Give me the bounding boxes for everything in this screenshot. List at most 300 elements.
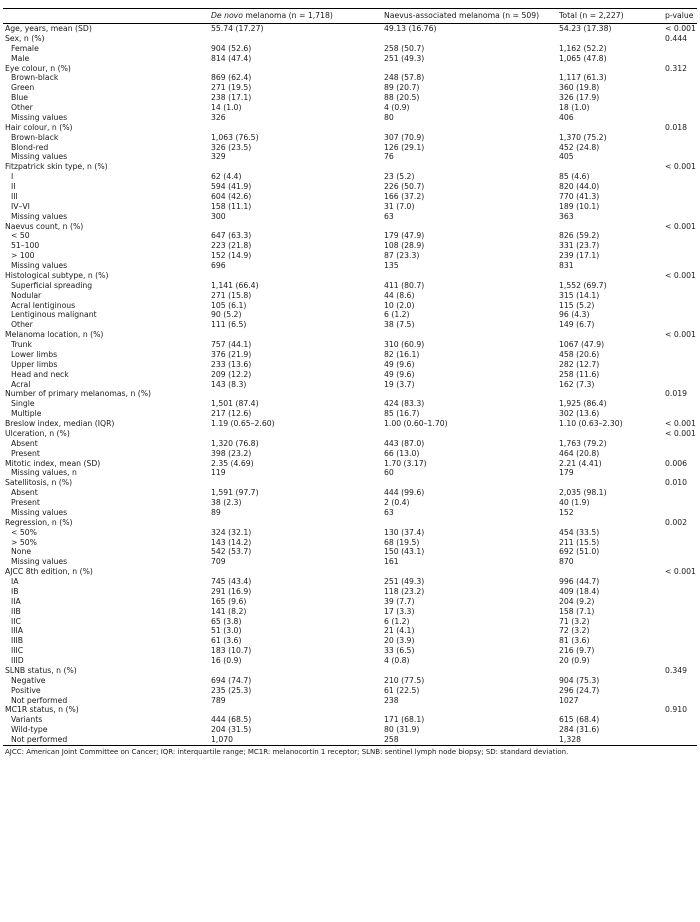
cell-total xyxy=(559,34,665,44)
row-label: Head and neck xyxy=(11,369,69,379)
cell-de-novo: 300 xyxy=(211,211,226,221)
cell-de-novo: 217 (12.6) xyxy=(211,409,252,419)
cell-de-novo xyxy=(211,271,384,281)
header-naevus-associated: Naevus-associated melanoma (n = 509) xyxy=(384,9,559,24)
table-row xyxy=(3,498,697,508)
table-footnote: AJCC: American Joint Committee on Cancer; IQR: interquartile range; MC1R: melanocortin 1 receptor; SLNB: sentinel lymph node biopsy; SD: standard deviation. xyxy=(5,747,569,756)
cell-de-novo: 271 (15.8) xyxy=(211,290,252,300)
cell-p-value: 0.018 xyxy=(665,122,688,132)
cell-p-value xyxy=(665,93,697,103)
cell-p-value xyxy=(665,607,697,617)
table-row xyxy=(3,54,697,64)
cell-p-value: < 0.001 xyxy=(665,221,696,231)
cell-naevus-associated: 80 (31.9) xyxy=(384,725,420,735)
cell-de-novo: 329 xyxy=(211,152,226,162)
table-row xyxy=(3,310,697,320)
table-row xyxy=(3,340,697,350)
cell-total xyxy=(559,666,665,676)
cell-p-value xyxy=(665,399,697,409)
table-row xyxy=(3,646,697,656)
cell-p-value xyxy=(665,310,697,320)
cell-total xyxy=(559,429,665,439)
cell-de-novo: 869 (62.4) xyxy=(211,73,252,83)
row-label: Present xyxy=(11,498,40,507)
cell-total: 458 (20.6) xyxy=(559,349,600,359)
cell-de-novo: 223 (21.8) xyxy=(211,241,252,251)
cell-p-value: < 0.001 xyxy=(665,24,696,33)
cell-total: 296 (24.7) xyxy=(559,685,600,695)
row-label: Wild-type xyxy=(11,725,48,735)
cell-p-value: 0.312 xyxy=(665,63,688,73)
cell-de-novo xyxy=(211,666,384,676)
cell-p-value xyxy=(665,192,697,202)
row-label: Blond-red xyxy=(11,142,49,152)
row-label: Acral lentiginous xyxy=(11,300,76,310)
table-row xyxy=(3,725,697,735)
cell-de-novo xyxy=(211,123,384,133)
cell-p-value: 0.910 xyxy=(665,705,688,715)
cell-naevus-associated: 108 (28.9) xyxy=(384,241,425,251)
table-row xyxy=(3,459,697,469)
table-row xyxy=(3,705,697,715)
table-row xyxy=(3,508,697,518)
cell-p-value: 0.444 xyxy=(665,33,688,43)
cell-total: 1,328 xyxy=(559,735,665,745)
cell-p-value: < 0.001 xyxy=(665,330,696,340)
table-row xyxy=(3,380,697,390)
row-label: Hair colour, n (%) xyxy=(5,122,73,132)
cell-p-value xyxy=(665,231,697,241)
table-row xyxy=(3,64,697,74)
cell-total: 406 xyxy=(559,112,574,122)
cell-total xyxy=(559,123,665,133)
table-page xyxy=(3,0,697,756)
row-label: IIIC xyxy=(11,646,24,656)
row-label: None xyxy=(11,547,32,557)
cell-total: 239 (17.1) xyxy=(559,251,600,261)
cell-total: 820 (44.0) xyxy=(559,182,600,191)
cell-total xyxy=(559,162,665,172)
cell-de-novo: 143 (8.3) xyxy=(211,379,247,389)
cell-total: 454 (33.5) xyxy=(559,527,600,537)
cell-p-value xyxy=(665,152,697,162)
cell-total: 18 (1.0) xyxy=(559,103,590,112)
cell-p-value xyxy=(665,241,697,251)
cell-naevus-associated: 238 xyxy=(384,695,399,705)
cell-naevus-associated: 251 (49.3) xyxy=(384,577,425,586)
row-label: IA xyxy=(11,577,19,586)
cell-de-novo: 204 (31.5) xyxy=(211,725,252,735)
cell-de-novo xyxy=(211,34,384,44)
row-label: Number of primary melanomas, n (%) xyxy=(5,389,152,399)
cell-naevus-associated: 4 (0.9) xyxy=(384,103,410,112)
cell-naevus-associated xyxy=(384,271,559,281)
cell-total: 1,552 (69.7) xyxy=(559,280,607,290)
cell-de-novo xyxy=(211,64,384,74)
row-label: Other xyxy=(11,320,33,330)
cell-naevus-associated: 4 (0.8) xyxy=(384,656,410,665)
table-row xyxy=(3,360,697,370)
cell-total: 152 xyxy=(559,507,574,517)
table-row xyxy=(3,538,697,548)
cell-total: 54.23 (17.38) xyxy=(559,24,612,33)
table-row xyxy=(3,488,697,498)
cell-total: 179 xyxy=(559,468,574,478)
table-row xyxy=(3,222,697,232)
cell-total xyxy=(559,271,665,281)
cell-total xyxy=(559,567,665,577)
cell-de-novo: 165 (9.6) xyxy=(211,596,247,606)
cell-p-value xyxy=(665,212,697,222)
table-row xyxy=(3,399,697,409)
cell-p-value xyxy=(665,696,697,706)
table-row xyxy=(3,656,697,666)
cell-de-novo: 233 (13.6) xyxy=(211,359,252,369)
row-label: Male xyxy=(11,53,30,63)
row-label: Mitotic index, mean (SD) xyxy=(5,458,101,468)
cell-de-novo xyxy=(211,330,384,340)
cell-total: 115 (5.2) xyxy=(559,300,595,310)
table-row xyxy=(3,567,697,577)
table-row xyxy=(3,172,697,182)
cell-de-novo: 1,070 xyxy=(211,735,384,745)
cell-de-novo: 694 (74.7) xyxy=(211,675,252,685)
row-label: Not performed xyxy=(11,695,68,705)
cell-total: 282 (12.7) xyxy=(559,359,600,369)
cell-total: 770 (41.3) xyxy=(559,191,600,201)
row-label: Missing values xyxy=(11,112,68,122)
cell-de-novo: 1.19 (0.65–2.60) xyxy=(211,419,275,428)
row-label: Missing values xyxy=(11,152,68,162)
table-row xyxy=(3,212,697,222)
cell-p-value xyxy=(665,251,697,261)
cell-p-value xyxy=(665,360,697,370)
row-label: Not performed xyxy=(3,735,211,745)
cell-p-value xyxy=(665,626,697,636)
cell-de-novo: 158 (11.1) xyxy=(211,201,252,211)
cell-p-value xyxy=(665,577,697,587)
table-row xyxy=(3,192,697,202)
cell-naevus-associated: 17 (3.3) xyxy=(384,606,415,616)
cell-p-value xyxy=(665,715,697,725)
row-label: Melanoma location, n (%) xyxy=(5,330,104,340)
row-label: Missing values, n xyxy=(11,468,77,478)
row-label: III xyxy=(11,191,18,201)
cell-total: 331 (23.7) xyxy=(559,241,600,251)
cell-total: 1,117 (61.3) xyxy=(559,73,607,83)
cell-total: 204 (9.2) xyxy=(559,596,595,606)
cell-de-novo: 111 (6.5) xyxy=(211,320,247,330)
table-row xyxy=(3,301,697,311)
cell-total: 302 (13.6) xyxy=(559,409,600,419)
cell-de-novo: 62 (4.4) xyxy=(211,172,242,182)
cell-naevus-associated: 87 (23.3) xyxy=(384,251,420,261)
cell-de-novo: 183 (10.7) xyxy=(211,646,252,656)
cell-naevus-associated xyxy=(384,222,559,232)
table-row xyxy=(3,350,697,360)
cell-p-value xyxy=(665,320,697,330)
row-label: Lentiginous malignant xyxy=(11,310,97,320)
row-label: MC1R status, n (%) xyxy=(5,705,79,715)
cell-p-value xyxy=(665,103,697,113)
cell-de-novo: 209 (12.2) xyxy=(211,369,252,379)
cell-total: 20 (0.9) xyxy=(559,656,590,665)
cell-de-novo xyxy=(211,429,384,439)
row-label: SLNB status, n (%) xyxy=(5,665,77,675)
table-row xyxy=(3,696,697,706)
cell-p-value: < 0.001 xyxy=(665,419,696,428)
cell-p-value xyxy=(665,261,697,271)
cell-de-novo: 398 (23.2) xyxy=(211,448,252,458)
cell-naevus-associated: 310 (60.9) xyxy=(384,340,425,349)
table-row xyxy=(3,686,697,696)
cell-de-novo: 238 (17.1) xyxy=(211,93,252,103)
cell-de-novo: 789 xyxy=(211,695,226,705)
cell-de-novo: 291 (16.9) xyxy=(211,586,252,596)
cell-naevus-associated: 130 (37.4) xyxy=(384,527,425,537)
cell-naevus-associated: 411 (80.7) xyxy=(384,280,425,290)
row-label: Lower limbs xyxy=(11,349,58,359)
cell-naevus-associated: 179 (47.9) xyxy=(384,231,425,241)
cell-naevus-associated xyxy=(384,123,559,133)
cell-total: 189 (10.1) xyxy=(559,201,600,211)
cell-naevus-associated: 210 (77.5) xyxy=(384,675,425,685)
row-label: IV–VI xyxy=(11,201,30,211)
cell-total: 826 (59.2) xyxy=(559,231,600,241)
table-row xyxy=(3,261,697,271)
cell-total: 360 (19.8) xyxy=(559,83,600,93)
cell-naevus-associated: 444 (99.6) xyxy=(384,488,425,498)
cell-de-novo: 38 (2.3) xyxy=(211,498,242,507)
cell-p-value: 0.002 xyxy=(665,517,688,527)
row-label: Regression, n (%) xyxy=(5,517,73,527)
cell-de-novo: 904 (52.6) xyxy=(211,43,252,53)
cell-de-novo: 814 (47.4) xyxy=(211,53,252,63)
cell-naevus-associated xyxy=(384,518,559,528)
cell-de-novo xyxy=(211,389,384,399)
cell-p-value xyxy=(665,182,697,192)
cell-naevus-associated: 150 (43.1) xyxy=(384,547,425,557)
cell-naevus-associated: 44 (8.6) xyxy=(384,290,415,300)
cell-total: 158 (7.1) xyxy=(559,606,595,616)
row-label: Brown-black xyxy=(11,73,59,83)
cell-total xyxy=(559,222,665,232)
cell-total: 326 (17.9) xyxy=(559,93,600,103)
cell-naevus-associated: 443 (87.0) xyxy=(384,438,425,448)
row-label: Single xyxy=(11,399,35,409)
cell-total xyxy=(559,64,665,74)
cell-naevus-associated xyxy=(384,666,559,676)
table-row xyxy=(3,597,697,607)
table-row xyxy=(3,478,697,488)
cell-p-value xyxy=(665,636,697,646)
cell-de-novo: 324 (32.1) xyxy=(211,527,252,537)
cell-de-novo xyxy=(211,518,384,528)
table-row xyxy=(3,24,697,34)
cell-naevus-associated: 68 (19.5) xyxy=(384,537,420,547)
cell-de-novo: 152 (14.9) xyxy=(211,251,252,261)
cell-p-value xyxy=(665,143,697,153)
cell-naevus-associated: 166 (37.2) xyxy=(384,191,425,201)
table-row xyxy=(3,281,697,291)
cell-p-value xyxy=(665,172,697,182)
cell-de-novo: 1,591 (97.7) xyxy=(211,488,259,498)
cell-naevus-associated xyxy=(384,389,559,399)
table-row xyxy=(3,468,697,478)
cell-total: 1067 (47.9) xyxy=(559,340,605,349)
cell-p-value xyxy=(665,113,697,123)
header-de-novo-rest: melanoma (n = 1,718) xyxy=(242,11,333,21)
table-row xyxy=(3,182,697,192)
cell-naevus-associated: 39 (7.7) xyxy=(384,596,415,606)
table-row xyxy=(3,152,697,162)
table-row xyxy=(3,528,697,538)
table-row xyxy=(3,73,697,83)
cell-naevus-associated xyxy=(384,429,559,439)
table-row xyxy=(3,389,697,399)
cell-de-novo xyxy=(211,705,384,715)
cell-de-novo: 542 (53.7) xyxy=(211,547,252,557)
cell-total: 2,035 (98.1) xyxy=(559,488,607,498)
cell-naevus-associated: 251 (49.3) xyxy=(384,53,425,63)
cell-naevus-associated: 60 xyxy=(384,468,394,478)
cell-total: 315 (14.1) xyxy=(559,290,600,300)
cell-total: 1,763 (79.2) xyxy=(559,438,607,448)
table-row xyxy=(3,626,697,636)
cell-de-novo: 61 (3.6) xyxy=(211,636,242,646)
table-row xyxy=(3,666,697,676)
cell-p-value xyxy=(665,656,697,666)
row-label: Histological subtype, n (%) xyxy=(5,270,109,280)
cell-total: 831 xyxy=(559,261,574,270)
table-row xyxy=(3,449,697,459)
cell-p-value xyxy=(665,202,697,212)
cell-naevus-associated: 307 (70.9) xyxy=(384,132,425,142)
row-label: Upper limbs xyxy=(11,359,58,369)
cell-de-novo: 119 xyxy=(211,468,226,478)
cell-naevus-associated: 2 (0.4) xyxy=(384,498,410,507)
cell-total xyxy=(559,705,665,715)
cell-de-novo: 757 (44.1) xyxy=(211,340,252,349)
cell-total: 1,065 (47.8) xyxy=(559,53,607,63)
cell-p-value xyxy=(665,686,697,696)
cell-p-value xyxy=(665,439,697,449)
row-label: Absent xyxy=(11,438,38,448)
cell-p-value xyxy=(665,301,697,311)
table-row xyxy=(3,617,697,627)
cell-de-novo: 1,141 (66.4) xyxy=(211,280,259,290)
table-row xyxy=(3,518,697,528)
cell-de-novo: 376 (21.9) xyxy=(211,349,252,359)
cell-p-value xyxy=(665,350,697,360)
cell-de-novo: 89 xyxy=(211,507,221,517)
cell-p-value xyxy=(665,409,697,419)
cell-naevus-associated: 80 xyxy=(384,112,394,122)
row-label: IIC xyxy=(11,616,21,626)
table-row xyxy=(3,123,697,133)
cell-total: 1,162 (52.2) xyxy=(559,43,607,53)
cell-naevus-associated: 258 (50.7) xyxy=(384,43,425,53)
row-label: Missing values xyxy=(11,211,68,221)
header-de-novo xyxy=(211,9,384,24)
cell-naevus-associated: 126 (29.1) xyxy=(384,142,425,152)
table-row xyxy=(3,330,697,340)
cell-p-value: 0.010 xyxy=(665,478,688,488)
table-row xyxy=(3,143,697,153)
cell-de-novo: 1,320 (76.8) xyxy=(211,438,259,448)
cell-total: 409 (18.4) xyxy=(559,586,600,596)
cell-total: 1.10 (0.63–2.30) xyxy=(559,419,623,428)
cell-total: 692 (51.0) xyxy=(559,547,600,557)
cell-naevus-associated: 88 (20.5) xyxy=(384,93,420,103)
cell-p-value: < 0.001 xyxy=(665,270,696,280)
cell-p-value: < 0.001 xyxy=(665,428,696,438)
cell-naevus-associated: 6 (1.2) xyxy=(384,616,410,626)
cell-naevus-associated: 424 (83.3) xyxy=(384,399,425,409)
row-label: Age, years, mean (SD) xyxy=(5,24,92,33)
row-label: Present xyxy=(11,448,40,458)
cell-naevus-associated xyxy=(384,162,559,172)
cell-naevus-associated: 258 xyxy=(384,735,559,745)
row-label: IIA xyxy=(11,596,21,606)
cell-p-value xyxy=(665,73,697,83)
cell-de-novo: 709 xyxy=(211,557,226,567)
row-label: Multiple xyxy=(11,409,42,419)
row-label: Eye colour, n (%) xyxy=(5,63,71,73)
cell-p-value xyxy=(665,498,697,508)
cell-naevus-associated: 118 (23.2) xyxy=(384,586,425,596)
row-label: IIB xyxy=(11,606,21,616)
cell-naevus-associated: 89 (20.7) xyxy=(384,83,420,93)
cell-de-novo: 604 (42.6) xyxy=(211,191,252,201)
cell-naevus-associated: 76 xyxy=(384,152,394,162)
cell-naevus-associated: 6 (1.2) xyxy=(384,310,410,320)
cell-p-value xyxy=(665,735,697,745)
cell-naevus-associated: 31 (7.0) xyxy=(384,201,415,211)
table-row xyxy=(3,607,697,617)
row-label: IIIA xyxy=(11,626,24,636)
cell-naevus-associated: 63 xyxy=(384,507,394,517)
cell-p-value xyxy=(665,557,697,567)
row-label: Green xyxy=(11,83,35,93)
cell-p-value xyxy=(665,54,697,64)
cell-p-value xyxy=(665,587,697,597)
cell-naevus-associated xyxy=(384,330,559,340)
table-row xyxy=(3,133,697,143)
row-label: IIIB xyxy=(11,636,24,646)
cell-p-value xyxy=(665,133,697,143)
cell-p-value: < 0.001 xyxy=(665,567,696,577)
cell-total: 1027 xyxy=(559,695,579,705)
cell-p-value xyxy=(665,597,697,607)
cell-de-novo: 594 (41.9) xyxy=(211,182,252,191)
cell-total: 1,925 (86.4) xyxy=(559,399,607,409)
cell-p-value xyxy=(665,380,697,390)
row-label: I xyxy=(11,172,14,182)
cell-de-novo: 105 (6.1) xyxy=(211,300,247,310)
row-label: Missing values xyxy=(11,261,68,270)
table-row xyxy=(3,715,697,725)
cell-total: 96 (4.3) xyxy=(559,310,590,320)
cell-total: 615 (68.4) xyxy=(559,715,600,725)
cell-p-value xyxy=(665,468,697,478)
row-label: Brown-black xyxy=(11,132,59,142)
cell-total: 284 (31.6) xyxy=(559,725,600,735)
header-characteristic xyxy=(3,9,211,24)
row-label: Positive xyxy=(11,685,41,695)
table-row xyxy=(3,103,697,113)
row-label: Missing values xyxy=(11,507,68,517)
